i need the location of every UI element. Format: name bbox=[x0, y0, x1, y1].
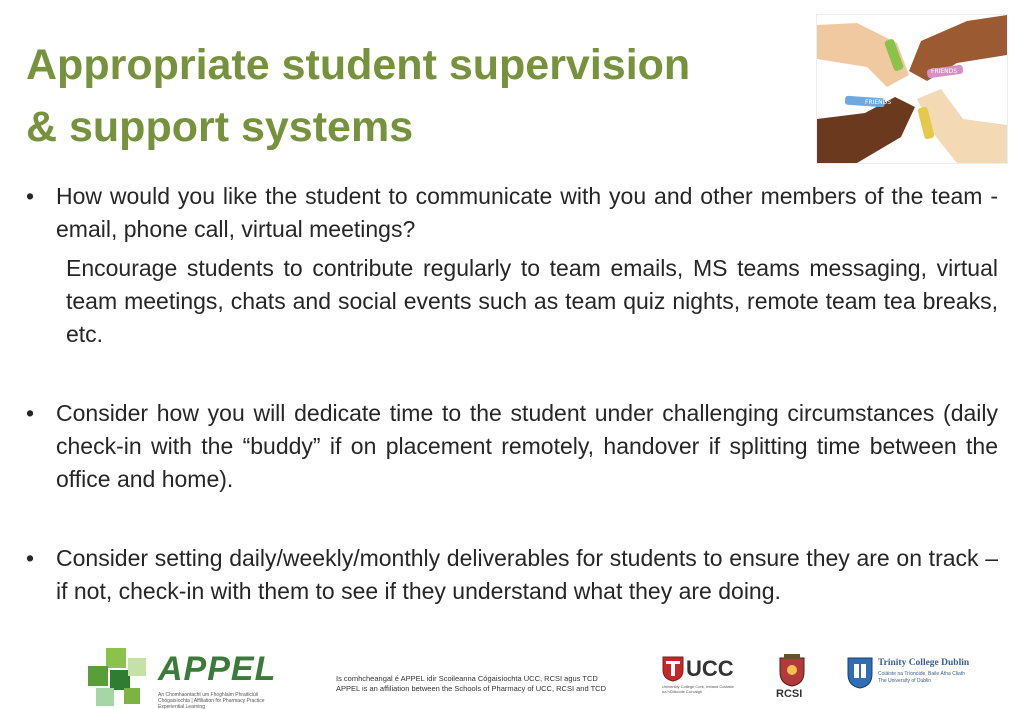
tcd-logo bbox=[846, 656, 996, 696]
appel-wordmark: APPEL bbox=[158, 650, 277, 688]
slide-title-line-1: Appropriate student supervision bbox=[26, 41, 691, 89]
slide-title bbox=[26, 34, 786, 158]
bullet-text: Consider how you will dedicate time to the student under challenging circumstances (daily check-in with the “buddy” if on placement remotely, handover if splitting time between the office and home). bbox=[56, 400, 998, 492]
bullet-marker: • bbox=[26, 400, 35, 426]
rcsi-logo bbox=[774, 654, 810, 702]
bullet-item bbox=[26, 542, 998, 608]
bullet-text: Consider setting daily/weekly/monthly deliverables for students to ensure they are on track – if not, check-in with them to see if they understand what they are doing. bbox=[56, 545, 998, 604]
bullet-subtext: Encourage students to contribute regularly to team emails, MS teams messaging, virtual team meetings, chats and social events such as team quiz nights, remote team tea breaks, etc. bbox=[66, 255, 998, 347]
rcsi-wordmark: RCSI bbox=[776, 688, 803, 700]
appel-cube-icon bbox=[88, 648, 152, 706]
bullet-marker: • bbox=[26, 545, 35, 571]
affiliation-irish: Is comhcheangal é APPEL idir Scoileanna Cógaisíochta UCC, RCSI agus TCD bbox=[336, 674, 598, 683]
affiliation-text bbox=[336, 674, 646, 694]
slide-title-line-2: & support systems bbox=[26, 103, 414, 151]
appel-logo bbox=[88, 648, 288, 708]
footer-logos bbox=[0, 640, 1024, 709]
band-label-pink: FRIENDS bbox=[931, 68, 958, 75]
bullet-item bbox=[26, 397, 998, 496]
friendship-hands-image bbox=[816, 14, 1008, 164]
slide-body bbox=[26, 180, 998, 608]
ucc-wordmark: UCC bbox=[686, 656, 734, 681]
rcsi-crest-icon bbox=[774, 654, 810, 688]
tcd-crest-icon bbox=[846, 656, 874, 690]
tcd-subtitle-irish: Coláiste na Tríonóide, Baile Átha Cliath bbox=[878, 671, 965, 677]
appel-tagline: An Chomhaontacht um Fhoghlaim Phraiticiúil Chógaisíochta | Affiliation for Pharmacy Practice Experiential Learning bbox=[158, 692, 265, 709]
friendship-hands-icon bbox=[817, 15, 1007, 163]
ucc-logo bbox=[662, 656, 737, 696]
bullet-item bbox=[26, 180, 998, 246]
tcd-wordmark: Trinity College Dublin bbox=[878, 658, 970, 668]
ucc-subtitle: University College Cork, Ireland Coláiste na hOllscoile Corcaigh bbox=[662, 684, 734, 694]
bullet-marker: • bbox=[26, 183, 35, 209]
bullet-text: How would you like the student to communicate with you and other members of the team - email, phone call, virtual meetings? bbox=[56, 183, 998, 242]
tcd-subtitle-english: The University of Dublin bbox=[878, 678, 932, 684]
ucc-crest-icon bbox=[662, 656, 684, 682]
affiliation-english: APPEL is an affiliation between the Schools of Pharmacy of UCC, RCSI and TCD bbox=[336, 684, 606, 693]
tcd-subtitle bbox=[878, 671, 965, 685]
band-label-blue: FRIENDS bbox=[865, 99, 892, 106]
